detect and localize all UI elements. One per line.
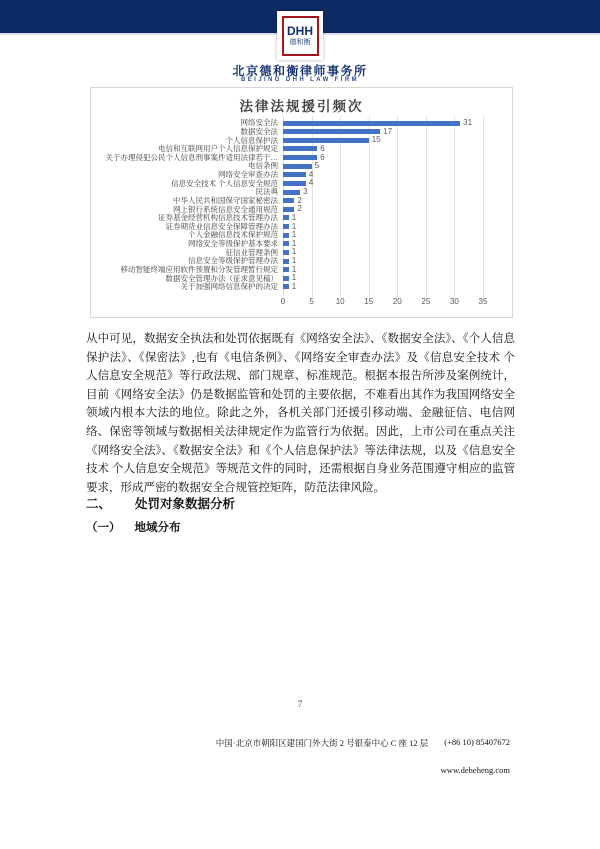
bar-value-label: 17	[383, 126, 393, 136]
bar-track	[283, 136, 381, 144]
bar-category-label: 个人信息保护法	[225, 135, 278, 145]
bar-value-label: 15	[371, 135, 381, 145]
bar-value-label: 6	[320, 143, 325, 153]
bar-category-label: 网上银行系统信息安全通用规范	[173, 204, 278, 214]
x-tick-label: 10	[335, 297, 345, 306]
bar	[283, 215, 289, 220]
chart-row	[91, 240, 512, 248]
body-paragraph: 从中可见，数据安全执法和处罚依据既有《网络安全法》、《数据安全法》、《个人信息保护法》、《保密法》,也有《电信条例》、《网络安全审查办法》及《信息安全技术 个人信息安全规范》等行政法规、部门规章、标准规范。根据本报告所涉及案例统计，目前《网络安全法》仍是数据监管和处罚的主要依据，不难看出其作为我国网络安全领域内根本大法的地位。除此之外，各机关部门还援引移动端、金融征信、电信网络、保密等领域与数据相关法律规定作为监管行为依据。因此，上市公司在重点关注《网络安全法》、《数据安全法》和《个人信息保护法》等法律法规，以及《信息安全技术 个人信息安全规范》等规范文件的同时，还需根据自身业务范围遵守相应的监管要求，形成严密的数据安全合规管控矩阵，防范法律风险。	[86, 333, 515, 494]
bar-category-label: 个人金融信息技术保护规范	[188, 230, 278, 240]
chart-row	[91, 145, 512, 153]
bar-track	[283, 283, 296, 291]
x-tick-label: 25	[421, 297, 431, 306]
chart-row	[91, 257, 512, 265]
firm-logo	[277, 11, 323, 60]
bar	[283, 129, 380, 134]
bar-value-label: 2	[297, 204, 302, 214]
section-heading-2-title: 处罚对象数据分析	[135, 497, 236, 511]
chart-row	[91, 119, 512, 127]
bar	[283, 190, 300, 195]
chart-row	[91, 128, 512, 136]
bar-category-label: 网络安全审查办法	[218, 170, 278, 179]
chart-row	[91, 283, 512, 291]
bar-category-label: 中华人民共和国保守国家秘密法	[173, 195, 278, 205]
bar-category-label: 数据安全管理办法（征求意见稿）	[165, 273, 278, 283]
logo-dhh-text: DHH	[287, 24, 313, 38]
bar-category-label: 证券期货业信息安全保障管理办法	[165, 221, 278, 231]
bar-value-label: 4	[308, 178, 314, 188]
bar-category-label: 关于办理侵犯公民个人信息刑事案件适用法律若干…	[105, 152, 278, 162]
logo-calligraphy-text: 德和衡	[289, 38, 311, 46]
bar-category-label: 关于加强网络信息保护的决定	[180, 282, 278, 292]
bar-track	[283, 257, 296, 265]
bar-category-label: 信息安全技术 个人信息安全规范	[171, 178, 278, 188]
footer-address: 中国·北京市朝阳区建国门外大街 2 号银泰中心 C 座 12 层	[215, 738, 429, 748]
bar-category-label: 电信条例	[248, 161, 278, 171]
bar-track	[283, 231, 296, 239]
bar	[283, 267, 289, 272]
bar	[283, 224, 289, 229]
logo-red-frame	[282, 16, 319, 56]
chart-row	[91, 274, 512, 282]
bar-value-label: 1	[291, 264, 297, 274]
bar-value-label: 6	[320, 152, 325, 162]
bar	[283, 146, 317, 151]
bar	[283, 164, 312, 169]
chart-row	[91, 179, 512, 187]
chart-row	[91, 248, 512, 256]
chart-title: 法律法规援引频次	[239, 99, 364, 114]
bar-track	[283, 214, 296, 222]
subsection-heading-1-title: 地域分布	[134, 522, 181, 534]
subsection-heading-1-number: （一）	[86, 522, 121, 534]
chart-x-axis	[91, 297, 512, 309]
bar-category-label: 证券基金经营机构信息技术管理办法	[158, 213, 278, 223]
bar-value-label: 1	[291, 221, 297, 231]
bar-value-label: 3	[303, 187, 308, 196]
x-tick-label: 0	[280, 297, 286, 306]
bar-category-label: 民法典	[255, 187, 278, 197]
bar-chart	[90, 87, 513, 318]
bar-track	[283, 188, 308, 196]
bar-value-label: 31	[463, 118, 473, 127]
x-tick-label: 30	[449, 297, 459, 306]
bar-value-label: 1	[291, 212, 297, 222]
bar-category-label: 数据安全法	[240, 126, 278, 136]
firm-name-english: BEIJING DHH LAW FIRM	[241, 77, 359, 83]
section-heading-2	[86, 494, 235, 512]
bar	[283, 198, 294, 203]
chart-row	[91, 266, 512, 274]
bar	[283, 241, 289, 246]
section-heading-2-number: 二、	[86, 497, 112, 511]
bar	[283, 181, 306, 186]
bar	[283, 138, 369, 143]
bar-value-label: 2	[297, 195, 302, 205]
bar-category-label: 网络安全等级保护基本要求	[188, 239, 278, 248]
bar-category-label: 信息安全等级保护管理办法	[188, 256, 278, 266]
bar	[283, 155, 317, 160]
chart-row	[91, 154, 512, 162]
bar-track	[283, 119, 472, 127]
bar	[283, 121, 460, 126]
chart-row	[91, 214, 512, 222]
footer-website: www.deheheng.com	[440, 765, 510, 775]
footer-contact-line	[216, 737, 510, 749]
bar-track	[283, 179, 313, 187]
chart-row	[91, 162, 512, 170]
bar	[283, 172, 306, 177]
x-tick-label: 35	[478, 297, 488, 306]
chart-row	[91, 205, 512, 213]
bar	[283, 259, 289, 264]
bar-value-label: 1	[291, 247, 297, 257]
bar-value-label: 1	[291, 230, 297, 240]
bar-value-label: 4	[308, 169, 314, 179]
bar-value-label: 5	[314, 161, 320, 171]
bar-value-label: 1	[291, 281, 297, 291]
x-tick-label: 20	[392, 297, 402, 306]
bar-category-label: 电信和互联网用户个人信息保护规定	[158, 144, 278, 154]
chart-rows	[91, 119, 512, 291]
bar-track	[283, 145, 325, 153]
subsection-heading-1	[86, 519, 181, 535]
bar-track	[283, 162, 319, 170]
chart-row	[91, 231, 512, 239]
chart-row	[91, 171, 512, 179]
bar-value-label: 1	[291, 256, 297, 265]
bar	[283, 233, 289, 238]
bar	[283, 276, 289, 281]
chart-row	[91, 188, 512, 196]
chart-row	[91, 136, 512, 144]
x-tick-label: 15	[364, 297, 374, 306]
bar-category-label: 移动智能终端应用软件预置和分发管理暂行规定	[120, 264, 278, 274]
bar	[283, 250, 289, 255]
x-tick-label: 5	[309, 297, 314, 306]
bar	[283, 207, 294, 212]
bar-category-label: 网络安全法	[240, 118, 278, 128]
bar-value-label: 1	[291, 273, 297, 283]
bar-category-label: 征信业管理条例	[225, 247, 278, 257]
footer-phone: (+86 10) 85407672	[444, 737, 510, 747]
bar	[283, 284, 289, 289]
chart-row	[91, 223, 512, 231]
bar-value-label: 1	[291, 238, 297, 248]
firm-name-chinese: 北京德和衡律师事务所	[232, 64, 368, 78]
page-number: 7	[297, 700, 303, 710]
